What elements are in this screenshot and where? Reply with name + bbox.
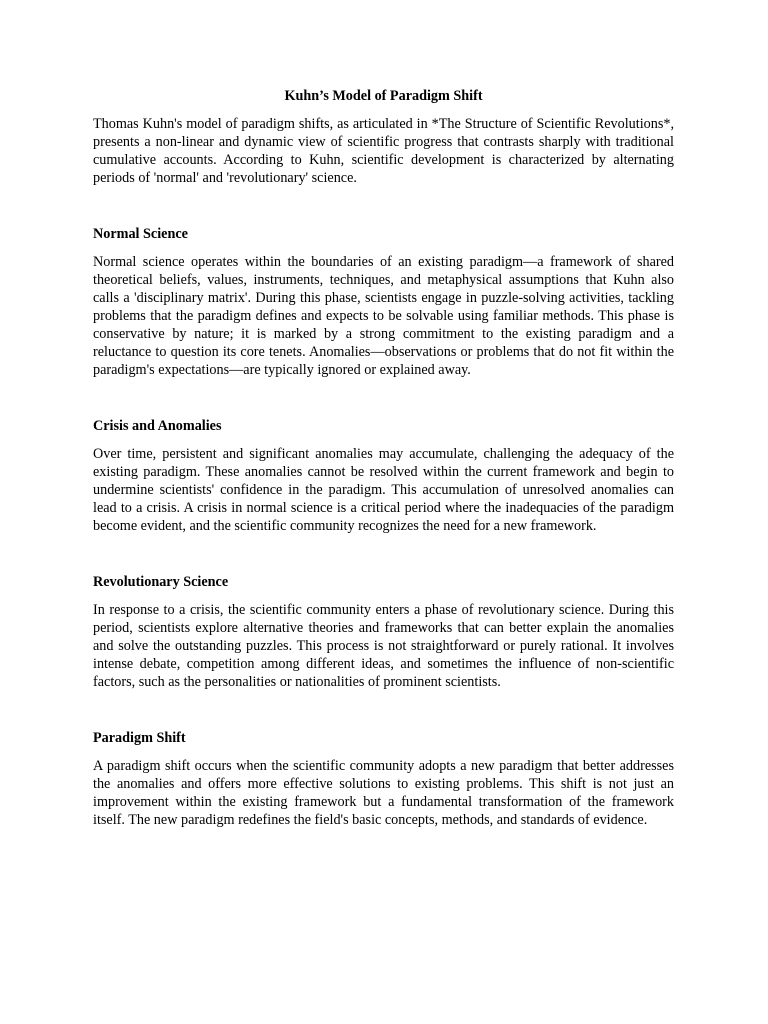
section-heading: Normal Science (93, 226, 188, 242)
section-normal-science (93, 225, 674, 379)
section-crisis-and-anomalies (93, 417, 674, 535)
intro-paragraph: Thomas Kuhn's model of paradigm shifts, as articulated in *The Structure of Scientific Revolutions*, presents a non-linear and dynamic view of scientific progress that contrasts sharply with traditional cumulative accounts. According to Kuhn, scientific development is characterized by alternating periods of 'normal' and 'revolutionary' science. (93, 116, 674, 186)
section-paradigm-shift (93, 729, 674, 829)
document-title: Kuhn’s Model of Paradigm Shift (284, 88, 483, 104)
section-heading: Crisis and Anomalies (93, 418, 222, 434)
section-body: In response to a crisis, the scientific community enters a phase of revolutionary science. During this period, scientists explore alternative theories and frameworks that can better explain the anomalies and solve the outstanding puzzles. This process is not straightforward or purely rational. It involves intense debate, competition among different ideas, and sometimes the influence of non-scientific factors, such as the personalities or nationalities of prominent scientists. (93, 602, 674, 690)
section-body: A paradigm shift occurs when the scientific community adopts a new paradigm that better addresses the anomalies and offers more effective solutions to existing problems. This shift is not just an improvement within the existing framework but a fundamental transformation of the framework itself. The new paradigm redefines the field's basic concepts, methods, and standards of evidence. (93, 758, 674, 828)
section-heading: Revolutionary Science (93, 574, 229, 590)
document-page (93, 87, 674, 829)
section-body: Normal science operates within the boundaries of an existing paradigm—a framework of shared theoretical beliefs, values, instruments, techniques, and metaphysical assumptions that Kuhn also calls a 'disciplinary matrix'. During this phase, scientists engage in puzzle-solving activities, tackling problems that the paradigm defines and expects to be solvable using familiar methods. This phase is conservative by nature; it is marked by a strong commitment to the existing paradigm and a reluctance to question its core tenets. Anomalies—observations or problems that do not fit within the paradigm's expectations—are typically ignored or explained away. (93, 254, 674, 378)
section-heading: Paradigm Shift (93, 730, 186, 746)
section-body: Over time, persistent and significant anomalies may accumulate, challenging the adequacy of the existing paradigm. These anomalies cannot be resolved within the current framework and begin to undermine scientists' confidence in the paradigm. This accumulation of unresolved anomalies can lead to a crisis. A crisis in normal science is a critical period where the inadequacies of the paradigm become evident, and the scientific community recognizes the need for a new framework. (93, 446, 674, 534)
section-revolutionary-science (93, 573, 674, 691)
